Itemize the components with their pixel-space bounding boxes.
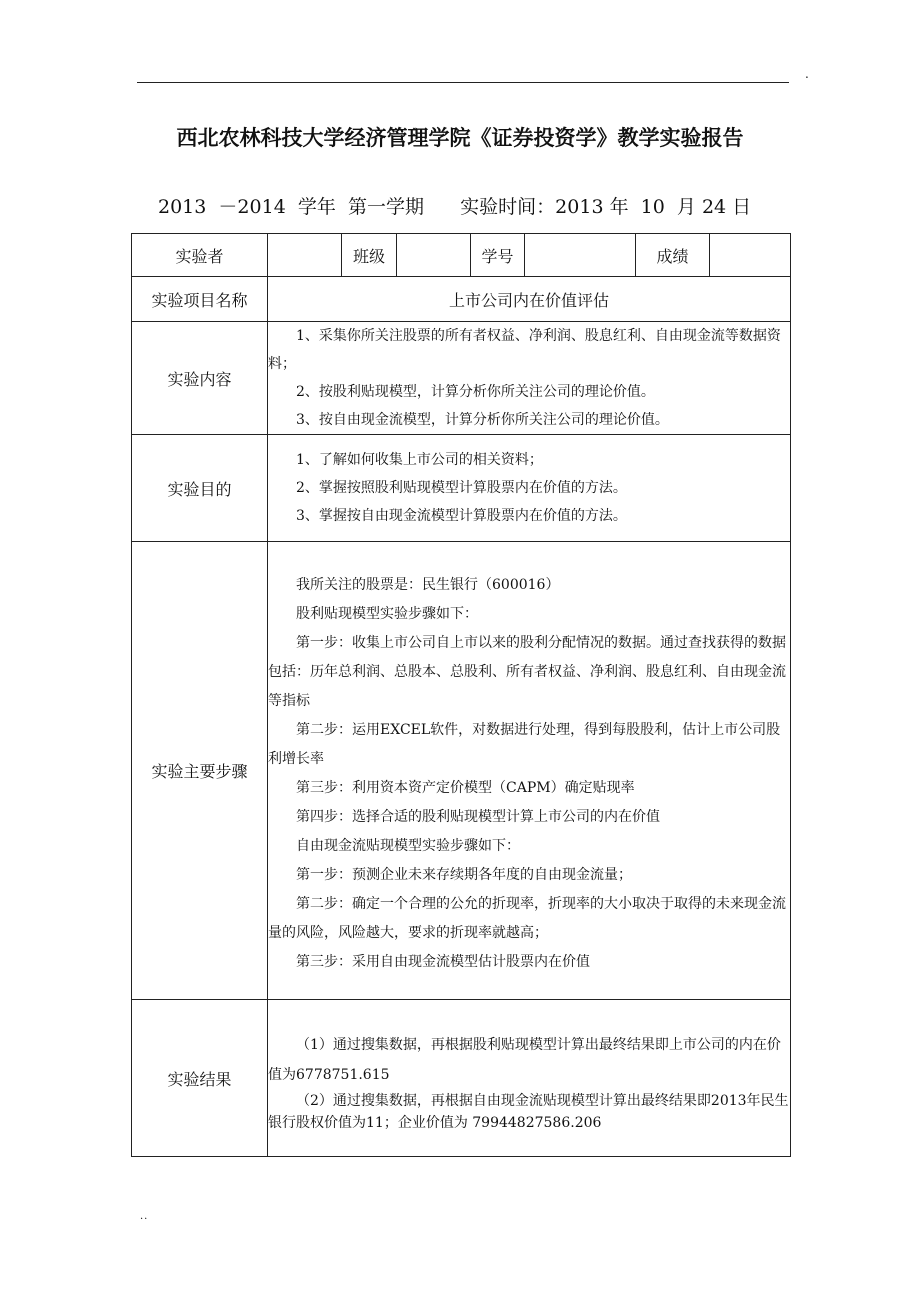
steps-paragraph: 股利贴现模型实验步骤如下： [296,605,478,622]
content-row [132,322,791,435]
class-label: 班级 [342,234,397,277]
purpose-cell [268,435,791,542]
grade-value [710,234,791,277]
results-paragraph: （2）通过搜集数据，再根据自由现金流贴现模型计算出最终结果即2013年民生银行股权价值为11；企业价值为 79944827586.206 [268,1093,789,1131]
semester-line: 2013 －2014 学年 第一学期 实验时间：2013 年 10 月 24 日 [158,196,752,218]
steps-paragraph: 第一步：预测企业未来存续期各年度的自由现金流量； [296,866,632,883]
results-cell [268,1000,791,1157]
project-label: 实验项目名称 [132,277,268,322]
purpose-paragraph: 1、了解如何收集上市公司的相关资料； [296,452,543,468]
steps-paragraph: 第三步：利用资本资产定价模型（CAPM）确定贴现率 [296,779,635,796]
steps-paragraph: 第二步：确定一个合理的公允的折现率，折现率的大小取决于取得的未来现金流量的风险，风险越大，要求的折现率就越高； [268,895,786,941]
steps-paragraph: 第三步：采用自由现金流模型估计股票内在价值 [296,953,590,970]
experimenter-label: 实验者 [132,234,268,277]
info-row [132,234,791,277]
content-cell [268,322,791,435]
purpose-paragraph: 3、掌握按自由现金流模型计算股票内在价值的方法。 [296,508,627,524]
results-row [132,1000,791,1157]
project-value: 上市公司内在价值评估 [268,277,791,322]
steps-label: 实验主要步骤 [132,542,268,1000]
footer-marks: .. [140,1211,149,1222]
student-id-label: 学号 [471,234,525,277]
experimenter-value [268,234,342,277]
grade-label: 成绩 [636,234,710,277]
header-rule [137,82,789,83]
purpose-label: 实验目的 [132,435,268,542]
results-paragraph: （1）通过搜集数据，再根据股利贴现模型计算出最终结果即上市公司的内在价值为6778751.615 [268,1037,781,1083]
steps-paragraph: 自由现金流贴现模型实验步骤如下： [296,837,520,854]
class-value [397,234,471,277]
steps-row [132,542,791,1000]
steps-paragraph: 第四步：选择合适的股利贴现模型计算上市公司的内在价值 [296,808,660,825]
steps-paragraph: 我所关注的股票是：民生银行（600016） [296,576,560,593]
content-label: 实验内容 [132,322,268,435]
steps-cell [268,542,791,1000]
purpose-row [132,435,791,542]
student-id-value [525,234,636,277]
corner-mark: . [805,67,809,81]
content-paragraph: 1、采集你所关注股票的所有者权益、净利润、股息红利、自由现金流等数据资料； [268,328,781,372]
results-label: 实验结果 [132,1000,268,1157]
report-table [131,233,791,1157]
project-row [132,277,791,322]
report-title: 西北农林科技大学经济管理学院《证券投资学》教学实验报告 [176,126,744,150]
steps-paragraph: 第一步：收集上市公司自上市以来的股利分配情况的数据。通过查找获得的数据包括：历年总利润、总股本、总股利、所有者权益、净利润、股息红利、自由现金流等指标 [268,634,786,709]
content-paragraph: 3、按自由现金流模型，计算分析你所关注公司的理论价值。 [296,412,669,428]
purpose-paragraph: 2、掌握按照股利贴现模型计算股票内在价值的方法。 [296,480,627,496]
steps-paragraph: 第二步：运用EXCEL软件，对数据进行处理，得到每股股利，估计上市公司股利增长率 [268,721,781,767]
content-paragraph: 2、按股利贴现模型，计算分析你所关注公司的理论价值。 [296,384,655,400]
